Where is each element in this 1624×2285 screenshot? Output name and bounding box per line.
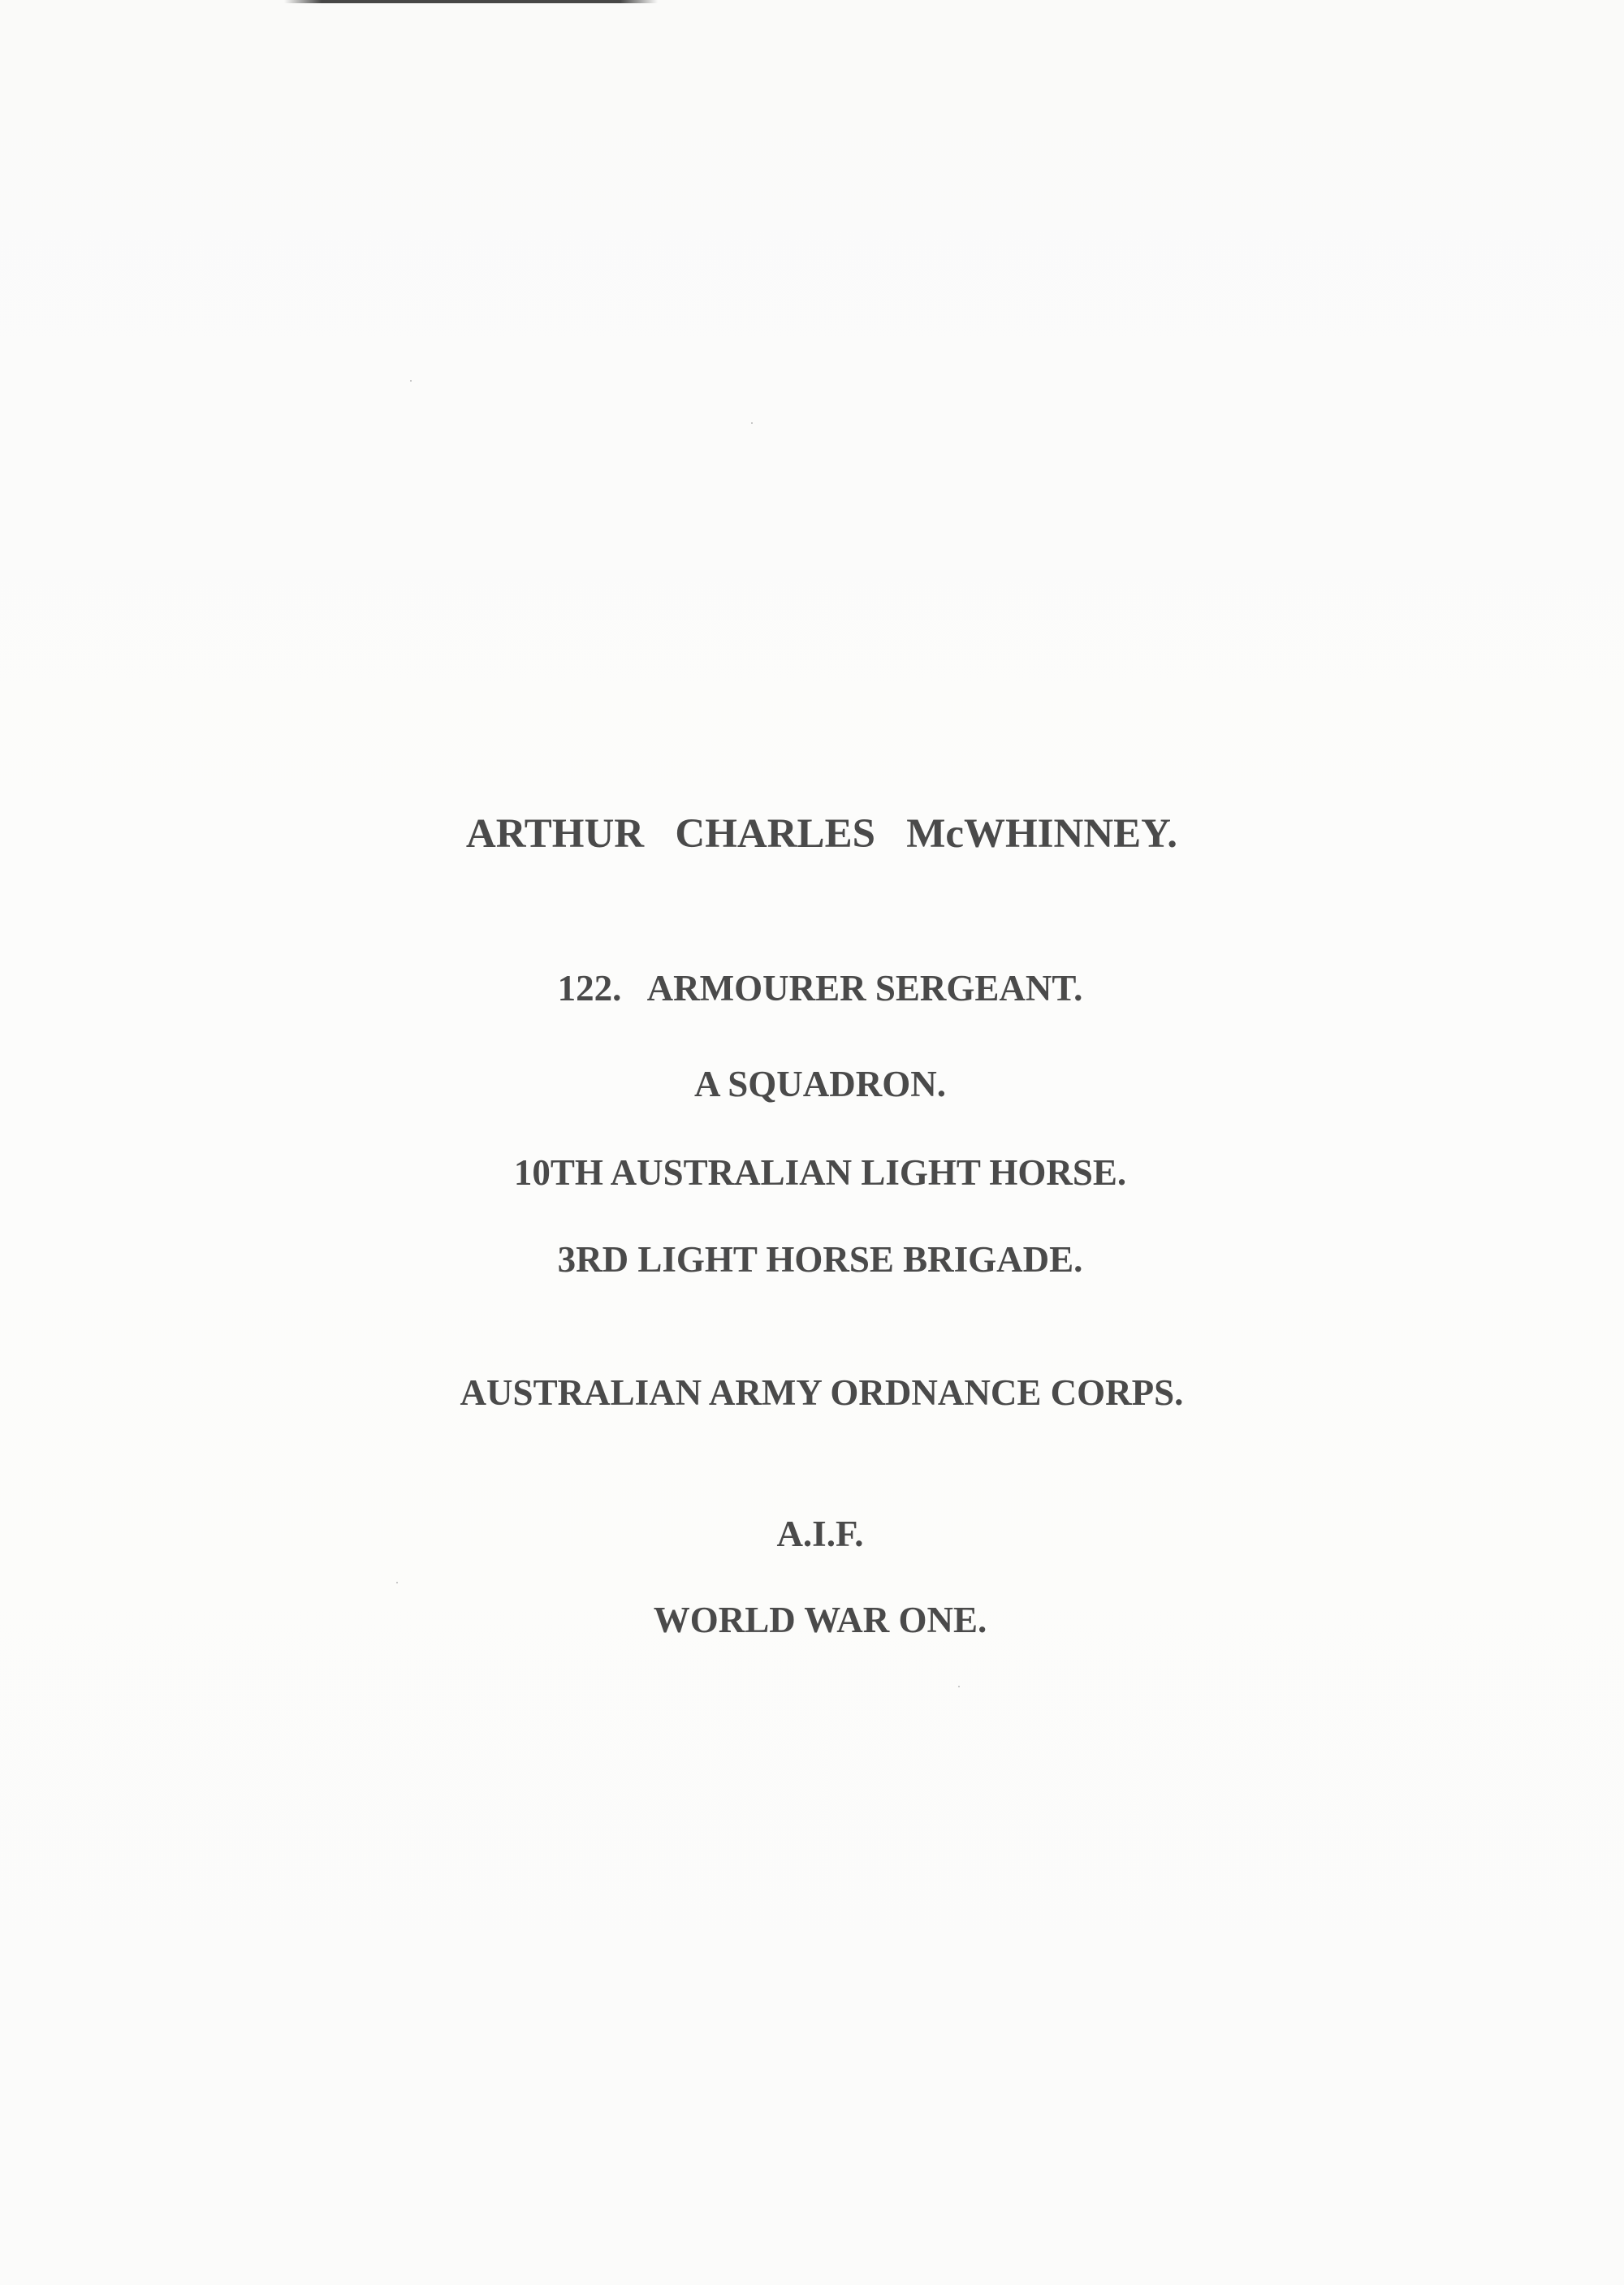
force: A.I.F. [776, 1514, 864, 1554]
paper-speck [751, 422, 753, 424]
conflict: WORLD WAR ONE. [653, 1600, 987, 1640]
page-top-edge-shadow [284, 0, 658, 3]
paper-speck [958, 1686, 960, 1687]
corps: AUSTRALIAN ARMY ORDNANCE CORPS. [460, 1372, 1184, 1413]
service-number-rank: 122. ARMOURER SERGEANT. [557, 968, 1083, 1009]
paper-speck [410, 380, 412, 382]
brigade: 3RD LIGHT HORSE BRIGADE. [557, 1239, 1083, 1280]
squadron: A SQUADRON. [693, 1064, 947, 1104]
regiment: 10TH AUSTRALIAN LIGHT HORSE. [513, 1152, 1127, 1193]
soldier-name: ARTHUR CHARLES McWHINNEY. [465, 811, 1178, 857]
paper-speck [396, 1582, 398, 1583]
